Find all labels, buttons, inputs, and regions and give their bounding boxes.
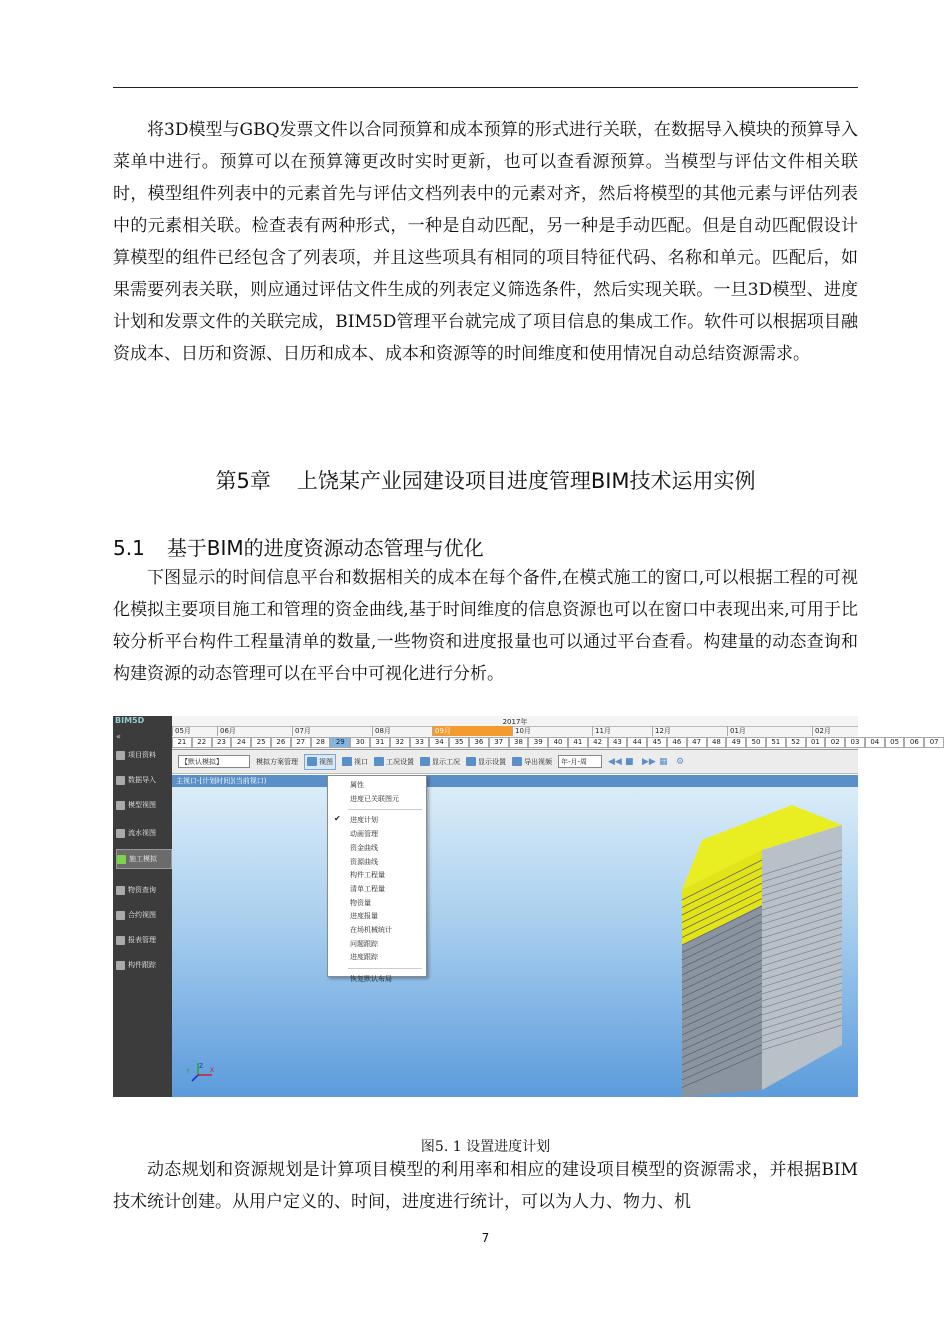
timeline-week[interactable]: 01 — [806, 737, 826, 748]
left-nav — [113, 716, 172, 1097]
fast-forward-icon[interactable]: ▶▶ — [642, 756, 656, 767]
timeline-week[interactable]: 06 — [904, 737, 924, 748]
nav-icon — [116, 751, 125, 760]
timeline-week[interactable]: 45 — [647, 737, 667, 748]
settings-icon[interactable]: ⚙ — [676, 756, 685, 767]
rewind-icon[interactable]: ◀◀ — [608, 756, 622, 767]
workcond-icon — [374, 757, 384, 766]
show-settings-icon — [466, 757, 476, 766]
timeline-week[interactable]: 24 — [231, 737, 251, 748]
chapter-title: 上饶某产业园建设项目进度管理BIM技术运用实例 — [296, 469, 756, 493]
timeline-week[interactable]: 52 — [786, 737, 806, 748]
timeline-week[interactable]: 03 — [845, 737, 865, 748]
timeline-month[interactable]: 02月 — [812, 726, 858, 736]
building-model — [642, 795, 858, 1097]
timeline-month[interactable]: 06月 — [217, 726, 292, 736]
nav-item[interactable] — [116, 796, 170, 814]
film-icon — [512, 757, 522, 766]
viewport-title: 主视口-[计划时间](当前视口) — [172, 775, 858, 787]
menu-item[interactable]: 进度已关联图元 — [350, 794, 399, 803]
timeline-month[interactable]: 01月 — [727, 726, 812, 736]
plan-management-button[interactable] — [256, 755, 298, 769]
viewport-label: 视口 — [354, 757, 368, 766]
body-paragraph-1: 将3D模型与GBQ发票文件以合同预算和成本预算的形式进行关联，在数据导入模块的预算导入菜单中进行。预算可以在预算簿更改时实时更新，也可以查看源预算。当模型与评估文件相关联时，模型组件列表中的元素首先与评估文档列表中的元素对齐，然后将模型的其他元素与评估列表中的元素相关联。检查表有两种形式，一种是自动匹配，另一种是手动匹配。但是自动匹配假设计算模型的组件已经包含了列表项，并且这些项具有相同的项目特征代码、名称和单元。匹配后，如果需要列表关联，则应通过评估文件生成的列表定义筛选条件，然后实现关联。一旦3D模型、进度计划和发票文件的关联完成，BIM5D管理平台就完成了项目信息的集成工作。软件可以根据项目融资成本、日历和资源、日历和成本、成本和资源等的时间维度和使用情况自动总结资源需求。 — [113, 120, 858, 364]
timeline-month[interactable]: 09月 — [432, 726, 512, 736]
timeline-week[interactable]: 40 — [548, 737, 568, 748]
axis-gizmo — [186, 1061, 216, 1083]
timeline-week[interactable]: 32 — [390, 737, 410, 748]
section-number: 5.1 — [113, 536, 145, 560]
timeline-week[interactable]: 49 — [726, 737, 746, 748]
stop-icon[interactable]: ■ — [625, 756, 634, 767]
section-title: 基于BIM的进度资源动态管理与优化 — [166, 536, 484, 560]
export-video-label: 导出视频 — [524, 757, 552, 766]
menu-item[interactable]: 进度报量 — [350, 912, 378, 921]
viewport-button[interactable] — [342, 755, 368, 769]
timeline-month[interactable]: 10月 — [512, 726, 592, 736]
timeline-week[interactable]: 44 — [627, 737, 647, 748]
show-workcond-label: 显示工况 — [432, 757, 460, 766]
timeline-week[interactable]: 46 — [667, 737, 687, 748]
section-heading — [113, 532, 484, 561]
axis-z-label: Z — [199, 1063, 204, 1070]
nav-icon — [116, 801, 125, 810]
nav-icon — [117, 855, 126, 864]
timeline-week[interactable]: 39 — [528, 737, 548, 748]
menu-item[interactable]: 问题跟踪 — [350, 939, 378, 948]
nav-item-label: 流水视图 — [128, 829, 156, 837]
timeline-week[interactable]: 42 — [588, 737, 608, 748]
check-icon: ✔ — [334, 814, 341, 824]
nav-item[interactable] — [116, 931, 170, 949]
nav-icon — [116, 936, 125, 945]
timeline-week[interactable]: 51 — [766, 737, 786, 748]
view-dropdown-menu — [327, 775, 427, 984]
nav-item-label: 合约视图 — [128, 911, 156, 919]
nav-item-label: 施工模拟 — [129, 855, 157, 863]
timeline-week[interactable]: 25 — [251, 737, 271, 748]
export-video-button[interactable] — [512, 755, 552, 769]
chapter-heading — [113, 465, 858, 495]
nav-item-label: 模型视图 — [128, 801, 156, 809]
timeline-week[interactable]: 47 — [687, 737, 707, 748]
timeline-week[interactable]: 50 — [746, 737, 766, 748]
timeline-week[interactable]: 04 — [865, 737, 885, 748]
menu-separator — [348, 809, 422, 810]
nav-item-label: 项目资料 — [128, 751, 156, 759]
nav-item[interactable] — [116, 906, 170, 924]
nav-item[interactable] — [116, 849, 172, 869]
timeline-week[interactable]: 26 — [271, 737, 291, 748]
view-icon — [307, 757, 317, 766]
nav-item-label: 数据导入 — [128, 776, 156, 784]
nav-icon — [116, 886, 125, 895]
3d-viewport[interactable] — [172, 775, 858, 1097]
menu-item-restore-layout[interactable]: 恢复默认布局 — [350, 975, 392, 984]
timeline-week[interactable]: 05 — [885, 737, 905, 748]
view-label: 视图 — [319, 757, 333, 766]
nav-icon — [116, 829, 125, 838]
grid-icon[interactable]: ▦ — [659, 756, 668, 767]
show-workcond-button[interactable] — [420, 755, 460, 769]
nav-icon — [116, 961, 125, 970]
nav-item-label: 物资查询 — [128, 886, 156, 894]
menu-separator — [348, 968, 422, 969]
collapse-icon[interactable]: « — [116, 732, 121, 741]
timeline-bar[interactable] — [172, 716, 939, 750]
simulation-select[interactable]: 【默认模拟】 — [178, 755, 250, 768]
menu-item[interactable]: 属性 — [350, 781, 364, 789]
timeline-month[interactable]: 07月 — [292, 726, 372, 736]
menu-item[interactable]: 物资量 — [350, 898, 371, 907]
header-rule — [113, 87, 858, 88]
chapter-number: 第5章 — [215, 469, 271, 493]
body-paragraph-3: 动态规划和资源规划是计算项目模型的利用率和相应的建设项目模型的资源需求，并根据BIM技术统计创建。从用户定义的、时间，进度进行统计，可以为人力、物力、机 — [113, 1160, 858, 1212]
nav-icon — [116, 776, 125, 785]
plan-management-label: 模拟方案管理 — [256, 757, 298, 766]
timeline-month[interactable]: 08月 — [372, 726, 432, 736]
timeline-week[interactable]: 43 — [608, 737, 628, 748]
nav-item[interactable] — [116, 771, 170, 789]
toolbar — [172, 750, 858, 774]
nav-item[interactable] — [116, 746, 170, 764]
nav-icon — [116, 911, 125, 920]
timeline-year: 2017年 — [172, 717, 858, 727]
timeline-week[interactable]: 28 — [311, 737, 331, 748]
timeline-week[interactable]: 02 — [825, 737, 845, 748]
viewport-icon — [342, 757, 352, 766]
workcond-button[interactable] — [374, 755, 414, 769]
show-settings-button[interactable] — [466, 755, 506, 769]
page-number: 7 — [481, 1231, 490, 1245]
timeline-month[interactable]: 12月 — [652, 726, 727, 736]
timeline-week[interactable]: 48 — [707, 737, 727, 748]
axis-y-label: Y — [186, 1068, 190, 1075]
timeline-week[interactable]: 23 — [212, 737, 232, 748]
timeline-week[interactable]: 21 — [172, 737, 192, 748]
axis-x-label: X — [210, 1067, 215, 1074]
timeline-months — [172, 726, 858, 736]
timeline-week[interactable]: 37 — [489, 737, 509, 748]
timeline-week[interactable]: 35 — [449, 737, 469, 748]
time-unit-select[interactable]: 年-月-周 — [558, 755, 602, 768]
show-settings-label: 显示设置 — [478, 757, 506, 766]
menu-item[interactable]: 资金曲线 — [350, 843, 378, 852]
show-workcond-icon — [420, 757, 430, 766]
figure-screenshot — [113, 716, 939, 1097]
nav-item[interactable] — [116, 956, 170, 974]
timeline-month[interactable]: 11月 — [592, 726, 652, 736]
app-logo: BIM5D — [115, 716, 145, 725]
timeline-week[interactable]: 27 — [291, 737, 311, 748]
nav-item[interactable] — [116, 881, 170, 899]
menu-item[interactable]: 在场机械统计 — [350, 926, 392, 934]
nav-item-label: 构件跟踪 — [128, 961, 156, 969]
menu-item[interactable]: 动画管理 — [350, 830, 378, 839]
timeline-week[interactable]: 07 — [924, 737, 944, 748]
workcond-label: 工况设置 — [386, 757, 414, 766]
timeline-week[interactable]: 33 — [410, 737, 430, 748]
timeline-week[interactable]: 41 — [568, 737, 588, 748]
timeline-week[interactable]: 22 — [192, 737, 212, 748]
timeline-week[interactable]: 38 — [509, 737, 529, 748]
menu-item[interactable]: 清单工程量 — [350, 884, 385, 893]
nav-item-label: 报表管理 — [128, 936, 156, 944]
view-button[interactable] — [304, 754, 336, 770]
figure-caption: 图5. 1 设置进度计划 — [420, 1139, 551, 1155]
timeline-week[interactable]: 34 — [429, 737, 449, 748]
nav-item[interactable] — [116, 824, 170, 842]
timeline-week[interactable]: 31 — [370, 737, 390, 748]
menu-item[interactable]: 构件工程量 — [350, 871, 385, 880]
timeline-weeks — [172, 737, 939, 748]
timeline-week[interactable]: 30 — [350, 737, 370, 748]
menu-item[interactable]: 资源曲线 — [350, 857, 378, 866]
body-paragraph-2: 下图显示的时间信息平台和数据相关的成本在每个备件,在模式施工的窗口,可以根据工程的可视化模拟主要项目施工和管理的资金曲线,基于时间维度的信息资源也可以在窗口中表现出来,可用于比较分析平台构件工程量清单的数量,一些物资和进度报量也可以通过平台查看。构建量的动态查询和构建资源的动态管理可以在平台中可视化进行分析。 — [113, 568, 858, 684]
timeline-week[interactable]: 29 — [330, 737, 350, 748]
timeline-month[interactable]: 05月 — [172, 726, 217, 736]
menu-item[interactable]: 进度跟踪 — [350, 953, 378, 962]
menu-item-schedule[interactable]: 进度计划 — [350, 816, 378, 825]
timeline-week[interactable]: 36 — [469, 737, 489, 748]
